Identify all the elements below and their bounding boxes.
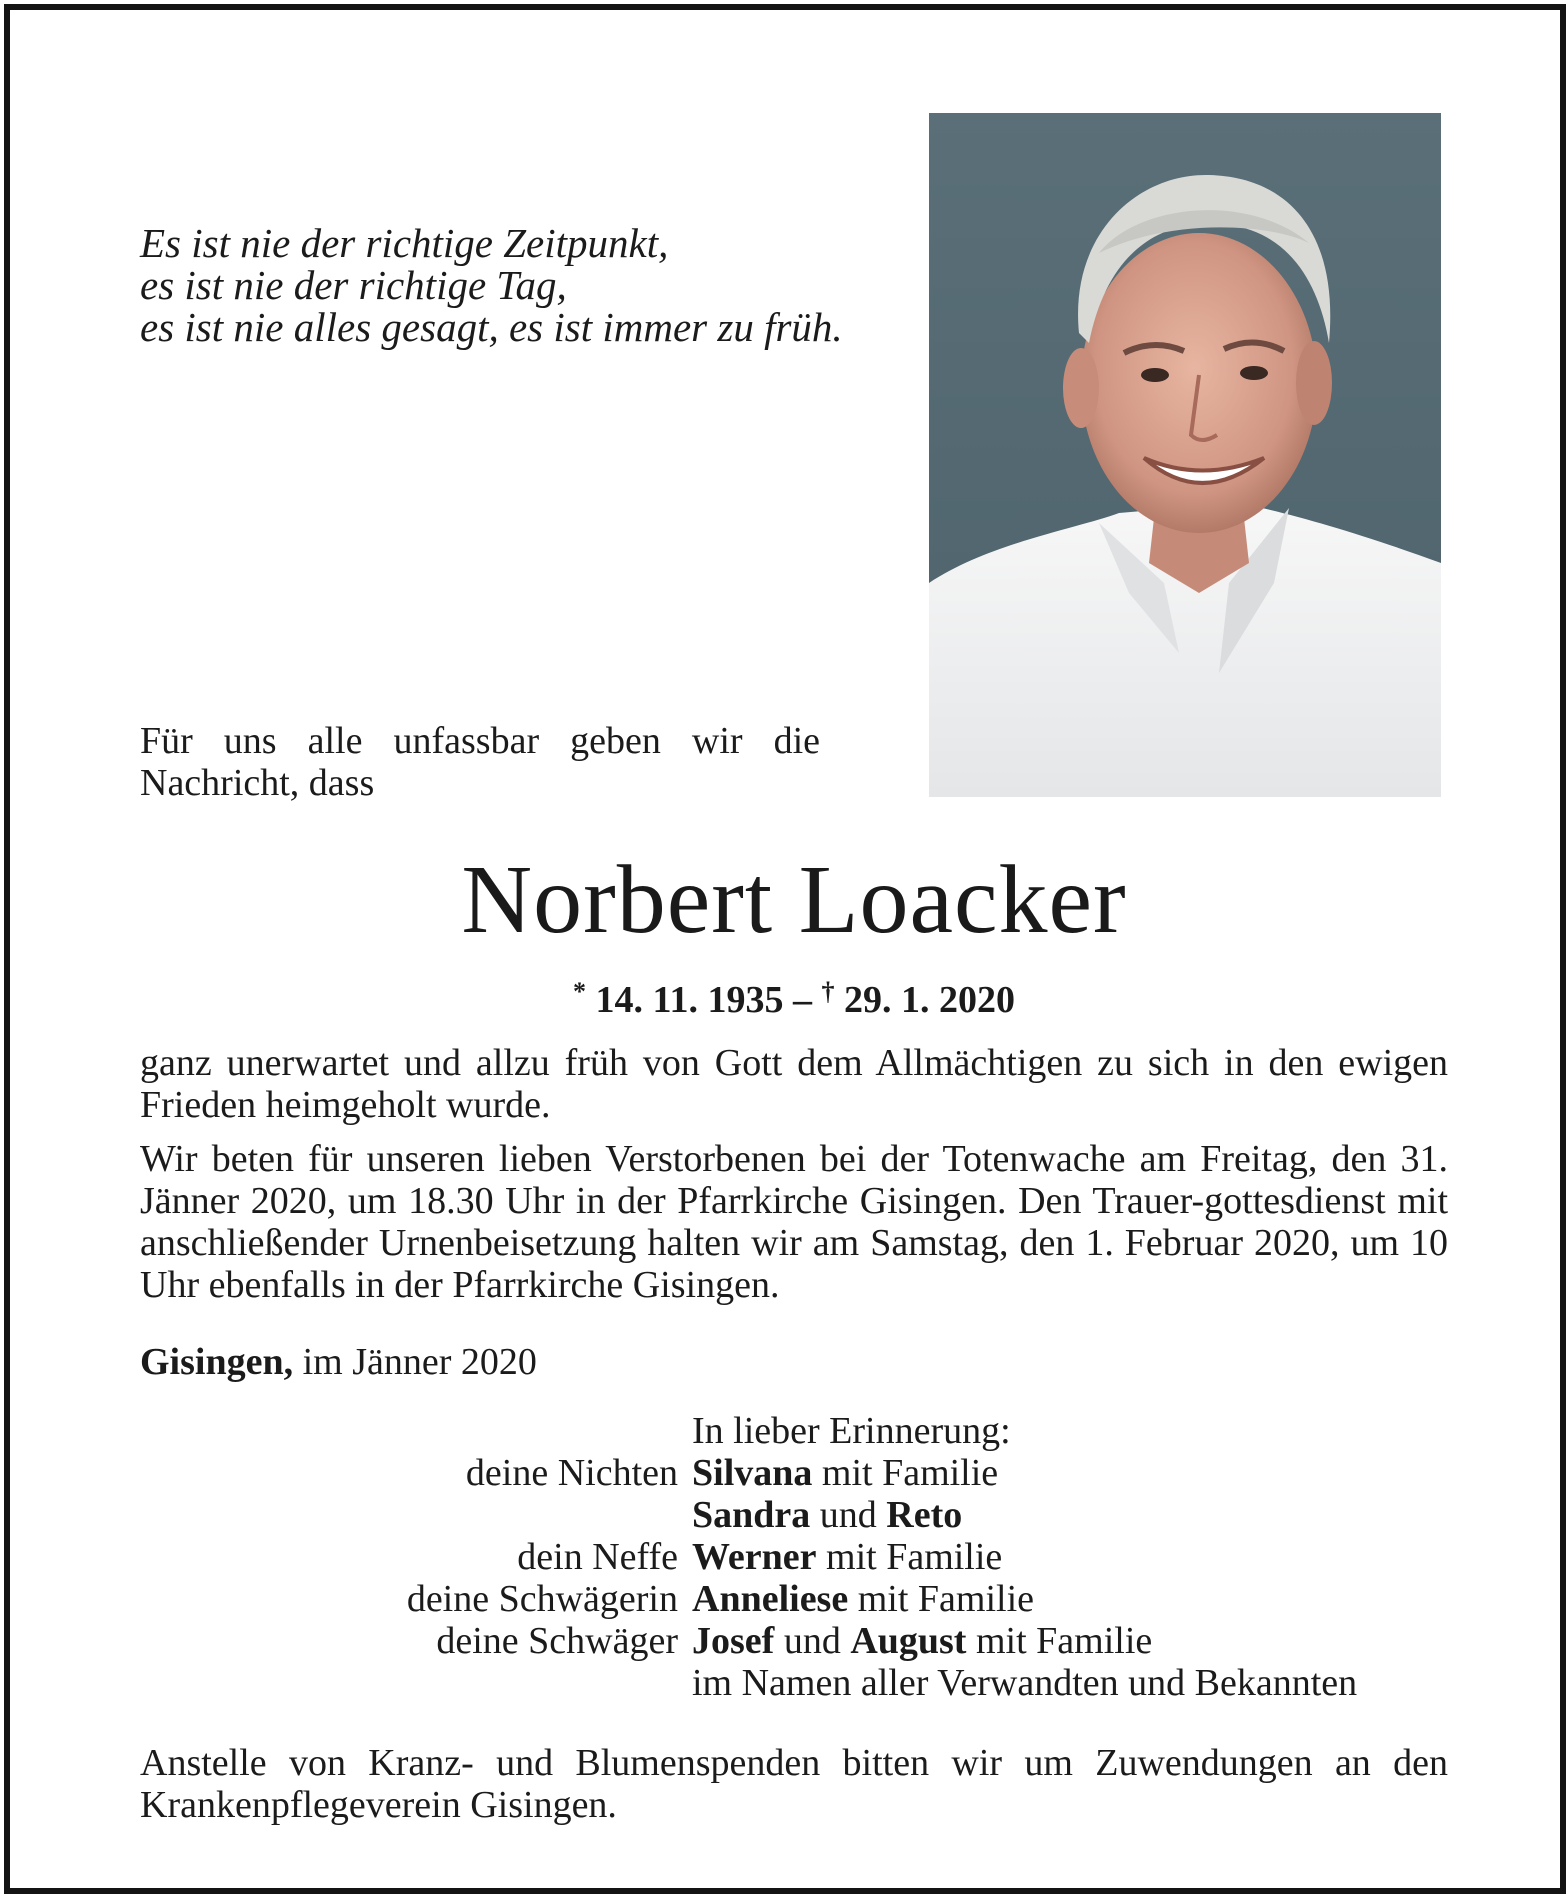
quote-line-2: es ist nie der richtige Tag,: [140, 262, 567, 308]
mourner-name: Reto: [886, 1494, 963, 1536]
mourners-list: [140, 1410, 1448, 1704]
mourner-relation: deine Schwägerin: [406, 1578, 678, 1620]
place-town: Gisingen,: [140, 1341, 294, 1383]
mourner-name: August: [850, 1620, 967, 1662]
donation-note: Anstelle von Kranz- und Blumenspenden bitten wir um Zuwendungen an den Krankenpflegeverein Gisingen.: [140, 1742, 1448, 1826]
mourner-row: [140, 1578, 1448, 1620]
mourner-text: mit Familie: [857, 1578, 1034, 1620]
mourner-text: mit Familie: [826, 1536, 1003, 1578]
mourner-text: und: [783, 1620, 841, 1662]
birth-date: 14. 11. 1935: [595, 979, 784, 1021]
notice-content: [140, 10, 1448, 1888]
notice-frame: [4, 4, 1566, 1894]
mourner-name: Silvana: [692, 1452, 813, 1494]
mourner-row: [140, 1494, 1448, 1536]
mourners-footer: im Namen aller Verwandten und Bekannten: [692, 1662, 1358, 1704]
quote-line-1: Es ist nie der richtige Zeitpunkt,: [140, 220, 669, 266]
announcement-intro: Für uns alle unfassbar geben wir die Nachricht, dass: [140, 720, 820, 804]
quote-line-3: es ist nie alles gesagt, es ist immer zu früh.: [140, 304, 843, 350]
mourner-text: mit Familie: [975, 1620, 1153, 1662]
services-paragraph: Wir beten für unseren lieben Verstorbenen bei der Totenwache am Freitag, den 31. Jänner 2020, um 18.30 Uhr in der Pfarrkirche Gisingen. Den Trauer-gottesdienst mit anschließender Urnenbeisetzung halten wir am Samstag, den 1. Februar 2020, um 10 Uhr ebenfalls in der Pfarrkirche Gisingen.: [140, 1138, 1448, 1306]
mourner-relation: deine Schwäger: [436, 1620, 678, 1662]
mourner-name: Werner: [692, 1536, 817, 1578]
mourner-text: und: [819, 1494, 877, 1536]
mourner-relation: dein Neffe: [517, 1536, 678, 1578]
birth-symbol: *: [573, 977, 587, 1006]
passing-paragraph: ganz unerwartet und allzu früh von Gott dem Allmächtigen zu sich in den ewigen Frieden heimgeholt wurde.: [140, 1042, 1448, 1126]
mourners-footer-row: [140, 1662, 1448, 1704]
mourner-text: mit Familie: [821, 1452, 999, 1494]
mourners-heading: In lieber Erinnerung:: [692, 1410, 1011, 1452]
death-date: 29. 1. 2020: [843, 979, 1015, 1021]
portrait-photo: [929, 113, 1441, 797]
mourner-name: Anneliese: [692, 1578, 849, 1620]
memorial-quote: [140, 222, 900, 348]
life-dates: [140, 970, 1448, 1022]
place-and-date: [140, 1340, 537, 1384]
mourner-row: [140, 1452, 1448, 1494]
mourners-heading-row: [140, 1410, 1448, 1452]
date-separator: –: [792, 979, 812, 1021]
mourner-relation: deine Nichten: [465, 1452, 678, 1494]
place-date: im Jänner 2020: [302, 1341, 537, 1383]
mourner-name: Josef: [692, 1620, 775, 1662]
death-symbol: †: [821, 977, 835, 1006]
mourner-name: Sandra: [692, 1494, 811, 1536]
mourner-row: [140, 1620, 1448, 1662]
mourner-row: [140, 1536, 1448, 1578]
deceased-name: Norbert Loacker: [461, 846, 1127, 954]
